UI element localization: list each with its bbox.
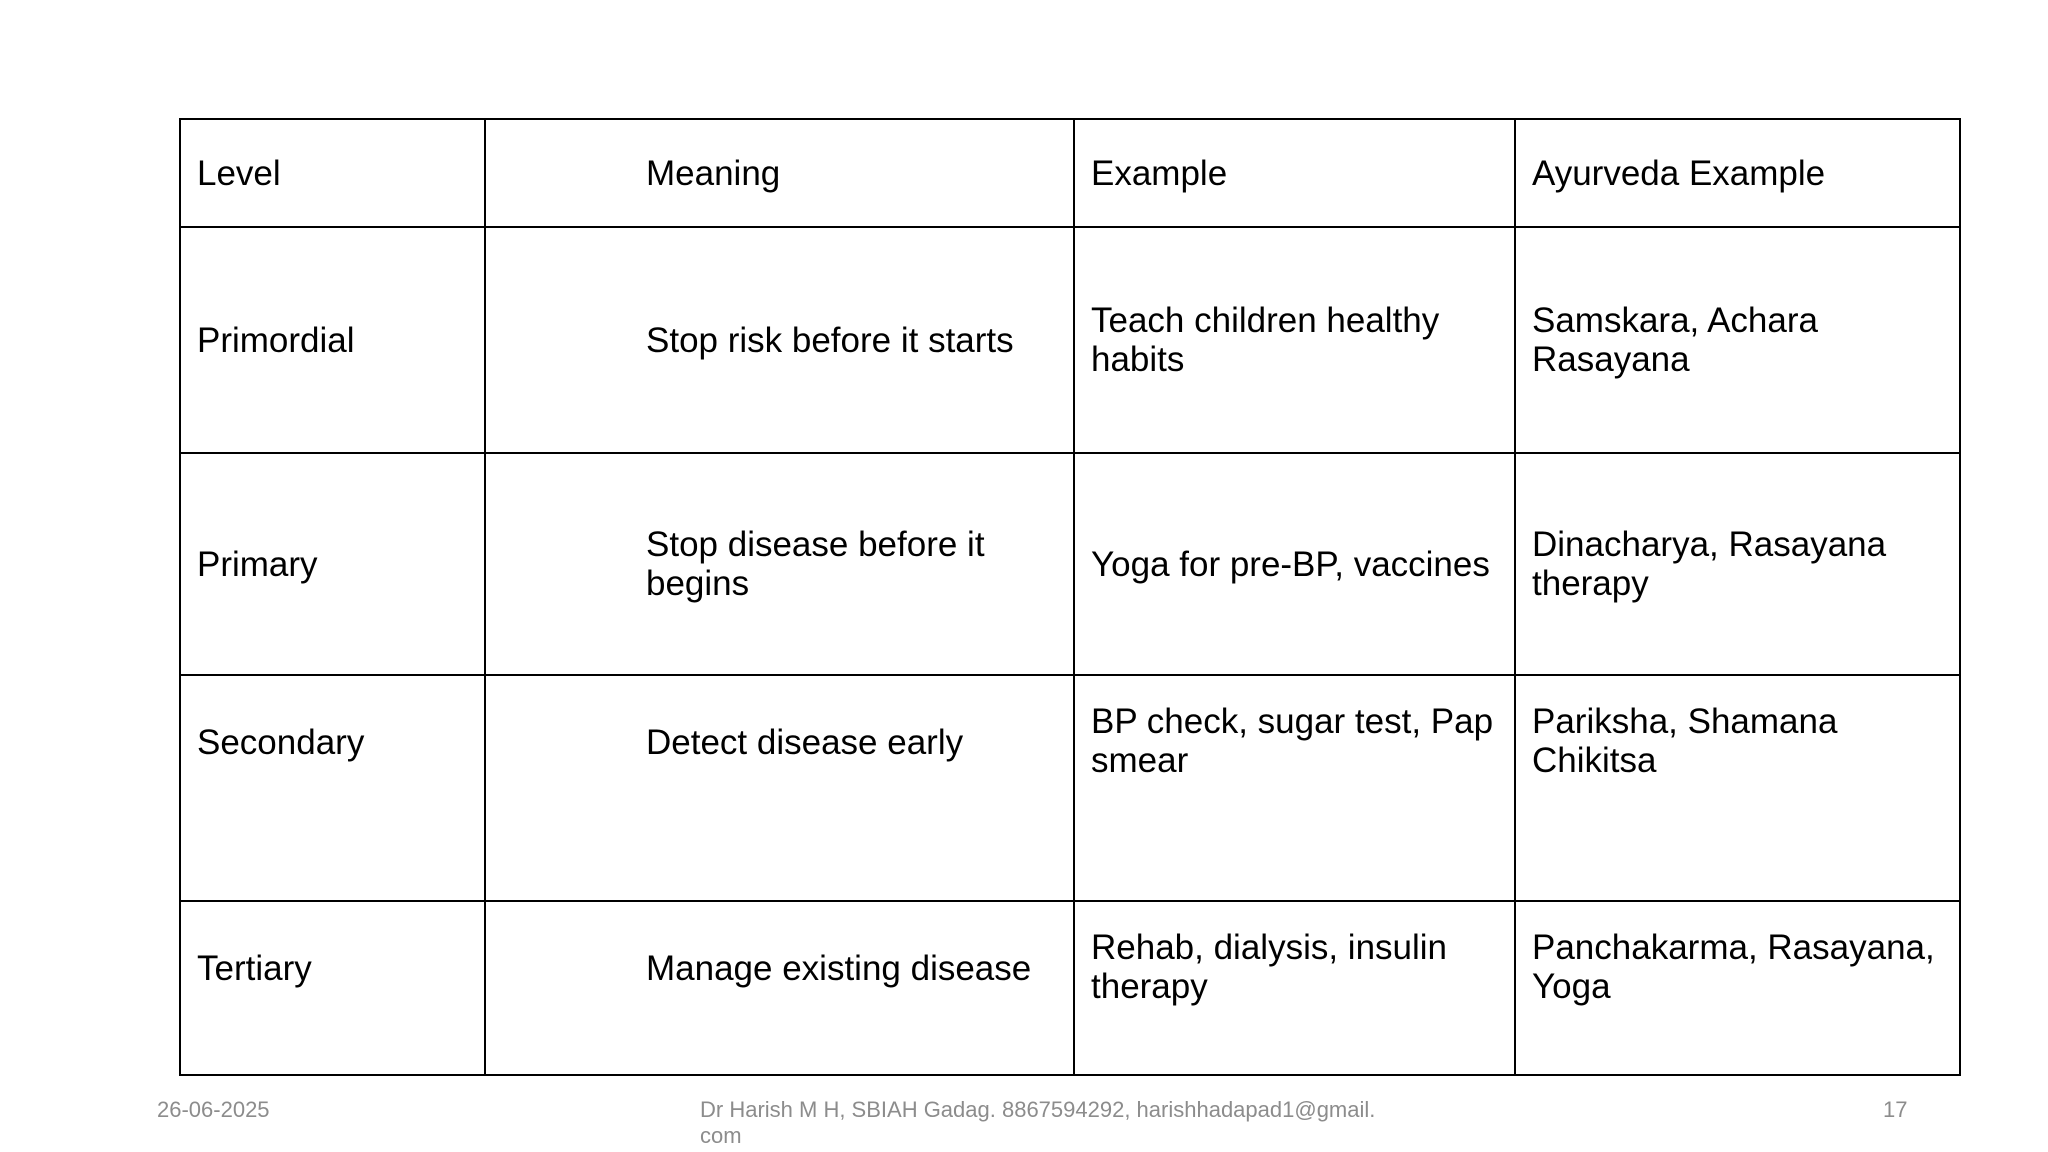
footer-date: 26-06-2025 bbox=[157, 1097, 270, 1122]
example-cell: Rehab, dialysis, insulin therapy bbox=[1074, 901, 1515, 1075]
header-level: Level bbox=[180, 119, 485, 227]
ayurveda-example-cell: Samskara, Achara Rasayana bbox=[1515, 227, 1960, 453]
example-cell: Teach children healthy habits bbox=[1074, 227, 1515, 453]
header-meaning: Meaning bbox=[485, 119, 1074, 227]
header-ayurveda-example: Ayurveda Example bbox=[1515, 119, 1960, 227]
level-cell: Tertiary bbox=[180, 901, 485, 1075]
table-row bbox=[180, 901, 1960, 1075]
example-cell: BP check, sugar test, Pap smear bbox=[1074, 675, 1515, 901]
prevention-levels-table bbox=[179, 118, 1961, 1076]
ayurveda-example-cell: Pariksha, Shamana Chikitsa bbox=[1515, 675, 1960, 901]
meaning-cell: Detect disease early bbox=[485, 675, 1074, 901]
footer-author: Dr Harish M H, SBIAH Gadag. 8867594292, harishhadapad1@gmail.com bbox=[700, 1097, 1376, 1148]
level-cell: Primordial bbox=[180, 227, 485, 453]
level-cell: Primary bbox=[180, 453, 485, 675]
table-row bbox=[180, 675, 1960, 901]
meaning-cell: Manage existing disease bbox=[485, 901, 1074, 1075]
level-cell: Secondary bbox=[180, 675, 485, 901]
header-example: Example bbox=[1074, 119, 1515, 227]
example-cell: Yoga for pre-BP, vaccines bbox=[1074, 453, 1515, 675]
table-row bbox=[180, 227, 1960, 453]
ayurveda-example-cell: Panchakarma, Rasayana, Yoga bbox=[1515, 901, 1960, 1075]
table-header-row bbox=[180, 119, 1960, 227]
meaning-cell: Stop disease before it begins bbox=[485, 453, 1074, 675]
table-row bbox=[180, 453, 1960, 675]
meaning-cell: Stop risk before it starts bbox=[485, 227, 1074, 453]
ayurveda-example-cell: Dinacharya, Rasayana therapy bbox=[1515, 453, 1960, 675]
slide-number: 17 bbox=[1883, 1097, 1908, 1122]
